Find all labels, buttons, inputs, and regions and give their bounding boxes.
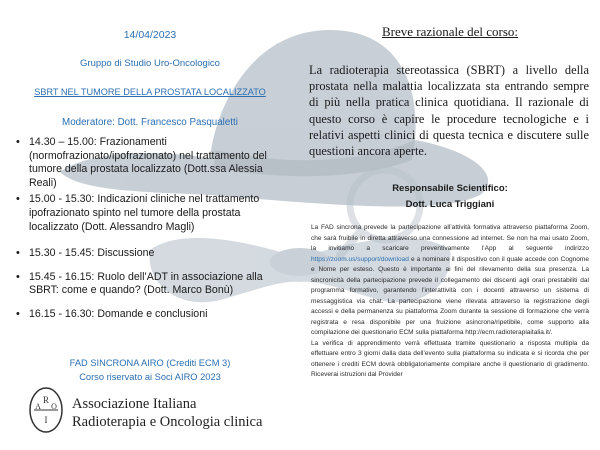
- moderator: Moderatore: Dott. Francesco Pasqualetti: [62, 117, 238, 128]
- fad-members: Corso riservato ai Soci AIRO 2023: [79, 372, 221, 382]
- responsible-name: Dott. Luca Triggiani: [405, 199, 495, 210]
- course-title: SBRT NEL TUMORE DELLA PROSTATA LOCALIZZATO: [34, 87, 266, 97]
- zoom-download-link[interactable]: https://zoom.us/support/download: [311, 255, 409, 263]
- program-item: • 15.30 - 15.45: Discussione: [14, 247, 284, 261]
- fad-verification-text: La verifica di apprendimento verrà effettuata tramite questionario a risposta multipla da effettuare entro 3 giorni dalla data dell’evento sulla piattaforma su indicata e si ricorda che per ottenere i crediti ECM dovrà obbligatoriamente compilare anche il questionario di gradimento. Riceverai istruzioni dal Provider: [311, 339, 589, 378]
- fad-description: [311, 223, 589, 381]
- event-date: 14/04/2023: [123, 29, 177, 41]
- responsible-label: Responsabile Scientifico:: [392, 183, 508, 194]
- program-item: • 14.30 – 15.00: Frazionamenti (normofrazionato/ipofrazionato) nel trattamento del tumore della prostata localizzato (Dott.ssa Alessia Reali): [14, 136, 284, 190]
- association-name-line2: Radioterapia e Oncologia clinica: [72, 414, 263, 430]
- airo-logo: [28, 386, 64, 434]
- program-item: • 15.45 - 16.15: Ruolo dell’ADT in associazione alla SBRT: come e quando? (Dott. Marco Bonù): [14, 271, 284, 298]
- logo-letter-o: O: [51, 402, 57, 411]
- program-item: • 15.00 - 15.30: Indicazioni cliniche nel trattamento ipofrazionato spinto nel tumore della prostata localizzato (Dott. Alessandro Magli): [14, 193, 284, 234]
- fad-description-part2: e a nominare il dispositivo con il quale accede con Cognome e Nome per esteso. Questo è importante ai fini del rilevamento della sua presenza. La sincronicità della partecipazione prevede il collegamento dei discenti agli orari prestabiliti dal programma formativo, garantendo l’interattività con i docenti attraverso un sistema di messaggistica via chat. La partecipazione viene rilevata attraverso la registrazione degli accessi e della permanenza su piattaforma Zoom durante la sessione di formazione che verrà registrata e resa disponibile per una fruizione asincrona/ripetibile, come supporto alla compilazione dei questionario ECM sulla piattaforma http://ecm.radioterapiaitalia.it/.: [311, 255, 589, 336]
- logo-letter-i: I: [44, 415, 48, 425]
- logo-letter-r: R: [42, 395, 50, 405]
- program-item: • 16.15 - 16.30: Domande e conclusioni: [14, 308, 284, 322]
- program-list: [14, 136, 284, 322]
- fad-description-part1: La FAD sincrona prevede la partecipazione all’attività formativa attraverso piattaforma Zoom, che sarà fruibile in diretta attraverso una connessione ad internet. Se non ha mai usato Zoom, la invitiamo a scaricare preventivamente l’App al seguente indirizzo: [311, 224, 589, 252]
- rationale-body: La radioterapia stereotassica (SBRT) a livello della prostata nella malattia localizzata sta entrando sempre di più nella pratica clinica quotidiana. Il razionale di questo corso è capire le procedure tecnologiche e i relativi aspetti clinici di questa tecnica e discutere sulle questioni ancora aperte.: [309, 63, 589, 159]
- logo-letter-a: A: [35, 402, 41, 411]
- fad-info: [0, 356, 300, 384]
- study-group: Gruppo di Studio Uro-Oncologico: [80, 58, 220, 69]
- association-name-line1: Associazione Italiana: [72, 396, 197, 412]
- rationale-title: Breve razionale del corso:: [381, 24, 519, 39]
- fad-credits: FAD SINCRONA AIRO (Crediti ECM 3): [69, 358, 231, 368]
